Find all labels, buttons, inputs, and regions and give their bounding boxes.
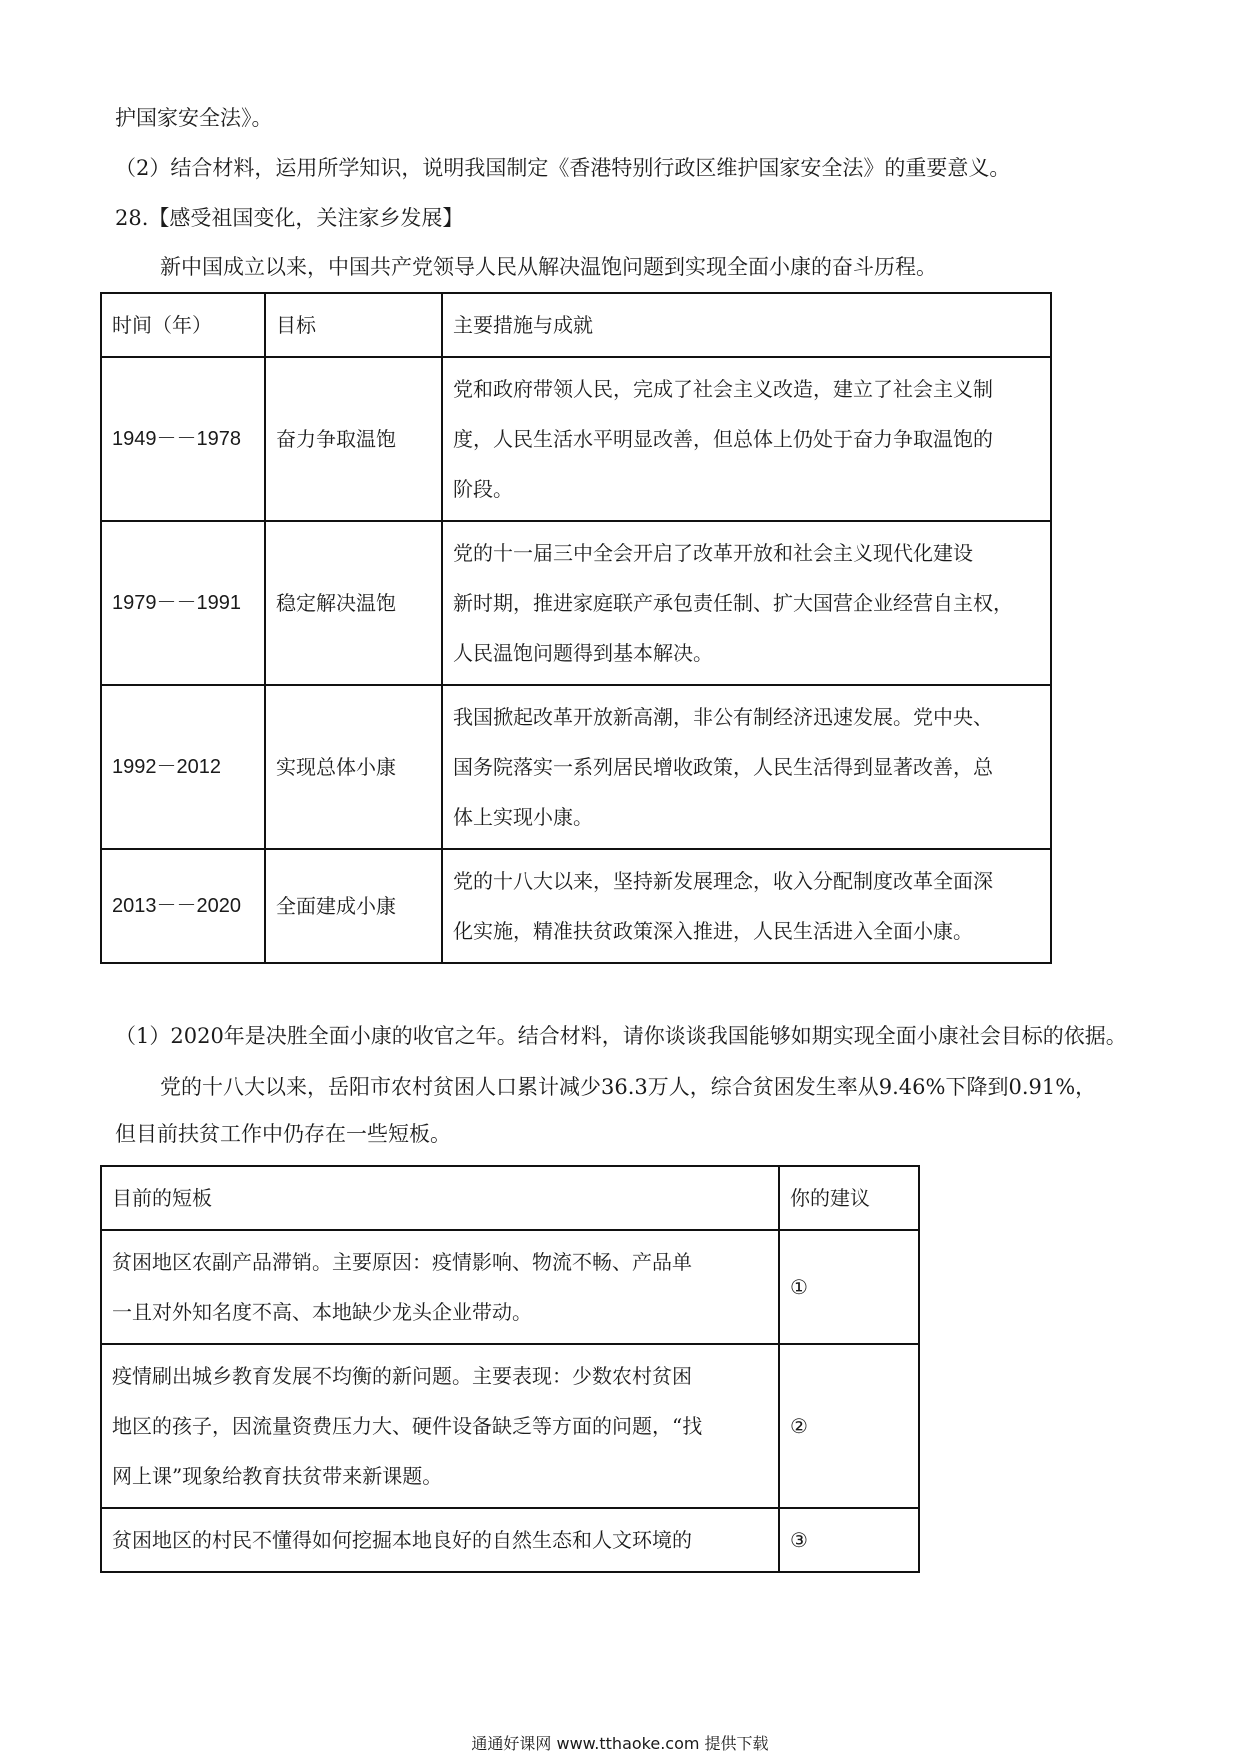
issue-line: 一且对外知名度不高、本地缺少龙头企业带动。	[112, 1300, 532, 1324]
row-goal: 实现总体小康	[265, 685, 442, 849]
answer-blank[interactable]: ③	[779, 1508, 919, 1572]
row-goal: 奋力争取温饱	[265, 357, 442, 521]
measure-line: 人民温饱问题得到基本解决。	[453, 641, 713, 665]
row-time: 1949－－1978	[101, 357, 265, 521]
measure-line: 国务院落实一系列居民增收政策，人民生活得到显著改善，总	[453, 755, 993, 779]
row-measures	[442, 521, 1051, 685]
row-issue	[101, 1344, 779, 1508]
measure-line: 我国掀起改革开放新高潮，非公有制经济迅速发展。党中央、	[453, 705, 993, 729]
row-goal: 全面建成小康	[265, 849, 442, 963]
yueyang-text-1: 党的十八大以来，岳阳市农村贫困人口累计减少36.3万人，综合贫困发生率从9.46%下降到0.91%，	[160, 1075, 1097, 1099]
measure-line: 体上实现小康。	[453, 805, 593, 829]
table-row	[101, 357, 1051, 521]
header-shortcoming: 目前的短板	[101, 1166, 779, 1230]
header-suggestion: 你的建议	[779, 1166, 919, 1230]
question-1: （1）2020年是决胜全面小康的收官之年。结合材料，请你谈谈我国能够如期实现全面小康社会目标的依据。	[115, 1024, 1127, 1048]
row-issue	[101, 1508, 779, 1572]
text-line-1: 护国家安全法》。	[115, 106, 273, 130]
issue-line: 贫困地区农副产品滞销。主要原因：疫情影响、物流不畅、产品单	[112, 1250, 692, 1274]
table-row	[101, 685, 1051, 849]
measure-line: 化实施，精准扶贫政策深入推进，人民生活进入全面小康。	[453, 919, 973, 943]
history-table	[100, 292, 1052, 964]
row-measures	[442, 357, 1051, 521]
row-time: 1979－－1991	[101, 521, 265, 685]
table-header-row	[101, 293, 1051, 357]
table-header-row	[101, 1166, 919, 1230]
row-measures	[442, 685, 1051, 849]
row-time: 1992－2012	[101, 685, 265, 849]
shortcoming-table	[100, 1165, 920, 1573]
table-row	[101, 1508, 919, 1572]
measure-line: 新时期，推进家庭联产承包责任制、扩大国营企业经营自主权，	[453, 591, 1013, 615]
issue-line: 网上课”现象给教育扶贫带来新课题。	[112, 1464, 443, 1488]
row-time: 2013－－2020	[101, 849, 265, 963]
measure-line: 度，人民生活水平明显改善，但总体上仍处于奋力争取温饱的	[453, 427, 993, 451]
intro-text: 新中国成立以来，中国共产党领导人民从解决温饱问题到实现全面小康的奋斗历程。	[160, 255, 937, 279]
issue-line: 贫困地区的村民不懂得如何挖掘本地良好的自然生态和人文环境的	[112, 1528, 692, 1552]
header-time: 时间（年）	[101, 293, 265, 357]
row-issue	[101, 1230, 779, 1344]
table-row	[101, 1344, 919, 1508]
yueyang-text-2: 但目前扶贫工作中仍存在一些短板。	[115, 1122, 451, 1146]
question-2: （2）结合材料，运用所学知识，说明我国制定《香港特别行政区维护国家安全法》的重要意义。	[115, 156, 1011, 180]
header-goal: 目标	[265, 293, 442, 357]
table-row	[101, 521, 1051, 685]
answer-blank[interactable]: ①	[779, 1230, 919, 1344]
measure-line: 党的十八大以来，坚持新发展理念，收入分配制度改革全面深	[453, 869, 993, 893]
page-footer: 通通好课网 www.tthaoke.com 提供下载	[471, 1734, 769, 1753]
header-measures: 主要措施与成就	[442, 293, 1051, 357]
question-28-title: 28.【感受祖国变化，关注家乡发展】	[115, 206, 464, 230]
row-measures	[442, 849, 1051, 963]
issue-line: 地区的孩子，因流量资费压力大、硬件设备缺乏等方面的问题，“找	[112, 1414, 703, 1438]
measure-line: 阶段。	[453, 477, 513, 501]
row-goal: 稳定解决温饱	[265, 521, 442, 685]
table-row	[101, 1230, 919, 1344]
measure-line: 党和政府带领人民，完成了社会主义改造，建立了社会主义制	[453, 377, 993, 401]
table-row	[101, 849, 1051, 963]
issue-line: 疫情刷出城乡教育发展不均衡的新问题。主要表现：少数农村贫困	[112, 1364, 692, 1388]
answer-blank[interactable]: ②	[779, 1344, 919, 1508]
measure-line: 党的十一届三中全会开启了改革开放和社会主义现代化建设	[453, 541, 973, 565]
